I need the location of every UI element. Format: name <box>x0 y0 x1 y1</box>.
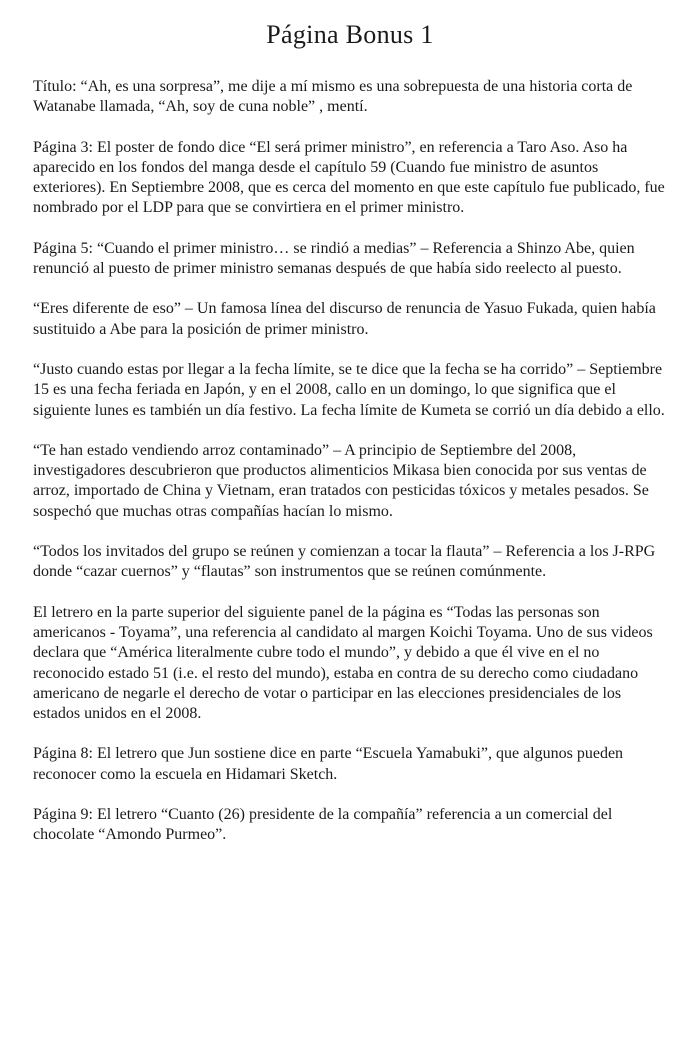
paragraph-pagina-5: Página 5: “Cuando el primer ministro… se rindió a medias” – Referencia a Shinzo Abe, quien renunció al puesto de primer ministro semanas después de que había sido reelecto al puesto. <box>33 239 635 278</box>
document-body <box>33 77 667 846</box>
paragraph-toyama: El letrero en la parte superior del siguiente panel de la página es “Todas las personas son americanos - Toyama”, una referencia al candidato al margen Koichi Toyama. Uno de sus videos declara que “América literalmente cubre todo el mundo”, y debido a que él vive en el no reconocido estado 51 (i.e. el resto del mundo), estaba en contra de su derecho como ciudadano americano de negarle el derecho de votar o participar en las elecciones presidenciales de los estados unidos en el 2008. <box>33 603 653 723</box>
paragraph-arroz: “Te han estado vendiendo arroz contaminado” – A principio de Septiembre del 2008, investigadores descubrieron que productos alimenticios Mikasa bien conocida por sus ventas de arroz, importado de China y Vietnam, eran tratados con pesticidas tóxicos y metales pesados. Se sospechó que muchas otras compañías hacían lo mismo. <box>33 441 649 520</box>
paragraph-fecha-limite: “Justo cuando estas por llegar a la fecha límite, se te dice que la fecha se ha corrido” – Septiembre 15 es una fecha feriada en Japón, y en el 2008, callo en un domingo, lo que significa que el siguiente lunes es también un día festivo. La fecha límite de Kumeta se corrió un día debido a ello. <box>33 360 665 419</box>
paragraph-titulo: Título: “Ah, es una sorpresa”, me dije a mí mismo es una sobrepuesta de una historia corta de Watanabe llamada, “Ah, soy de cuna noble” , mentí. <box>33 78 633 116</box>
paragraph-pagina-3: Página 3: El poster de fondo dice “El será primer ministro”, en referencia a Taro Aso. Aso ha aparecido en los fondos del manga desde el capítulo 59 (Cuando fue ministro de asuntos exteriores). En Septiembre 2008, que es cerca del momento en que este capítulo fue publicado, fue nombrado por el LDP para que se convirtiera en el primer ministro. <box>33 138 665 217</box>
paragraph-pagina-9: Página 9: El letrero “Cuanto (26) presidente de la compañía” referencia a un comercial del chocolate “Amondo Purmeo”. <box>33 806 613 844</box>
paragraph-pagina-8: Página 8: El letrero que Jun sostiene dice en parte “Escuela Yamabuki”, que algunos pueden reconocer como la escuela en Hidamari Sketch. <box>33 745 624 783</box>
paragraph-fukada: “Eres diferente de eso” – Un famosa línea del discurso de renuncia de Yasuo Fukada, quien había sustituido a Abe para la posición de primer ministro. <box>33 300 656 338</box>
page-title: Página Bonus 1 <box>266 20 434 49</box>
paragraph-flauta: “Todos los invitados del grupo se reúnen y comienzan a tocar la flauta” – Referencia a los J-RPG donde “cazar cuernos” y “flautas” son instrumentos que se reúnen comúnmente. <box>33 543 656 581</box>
